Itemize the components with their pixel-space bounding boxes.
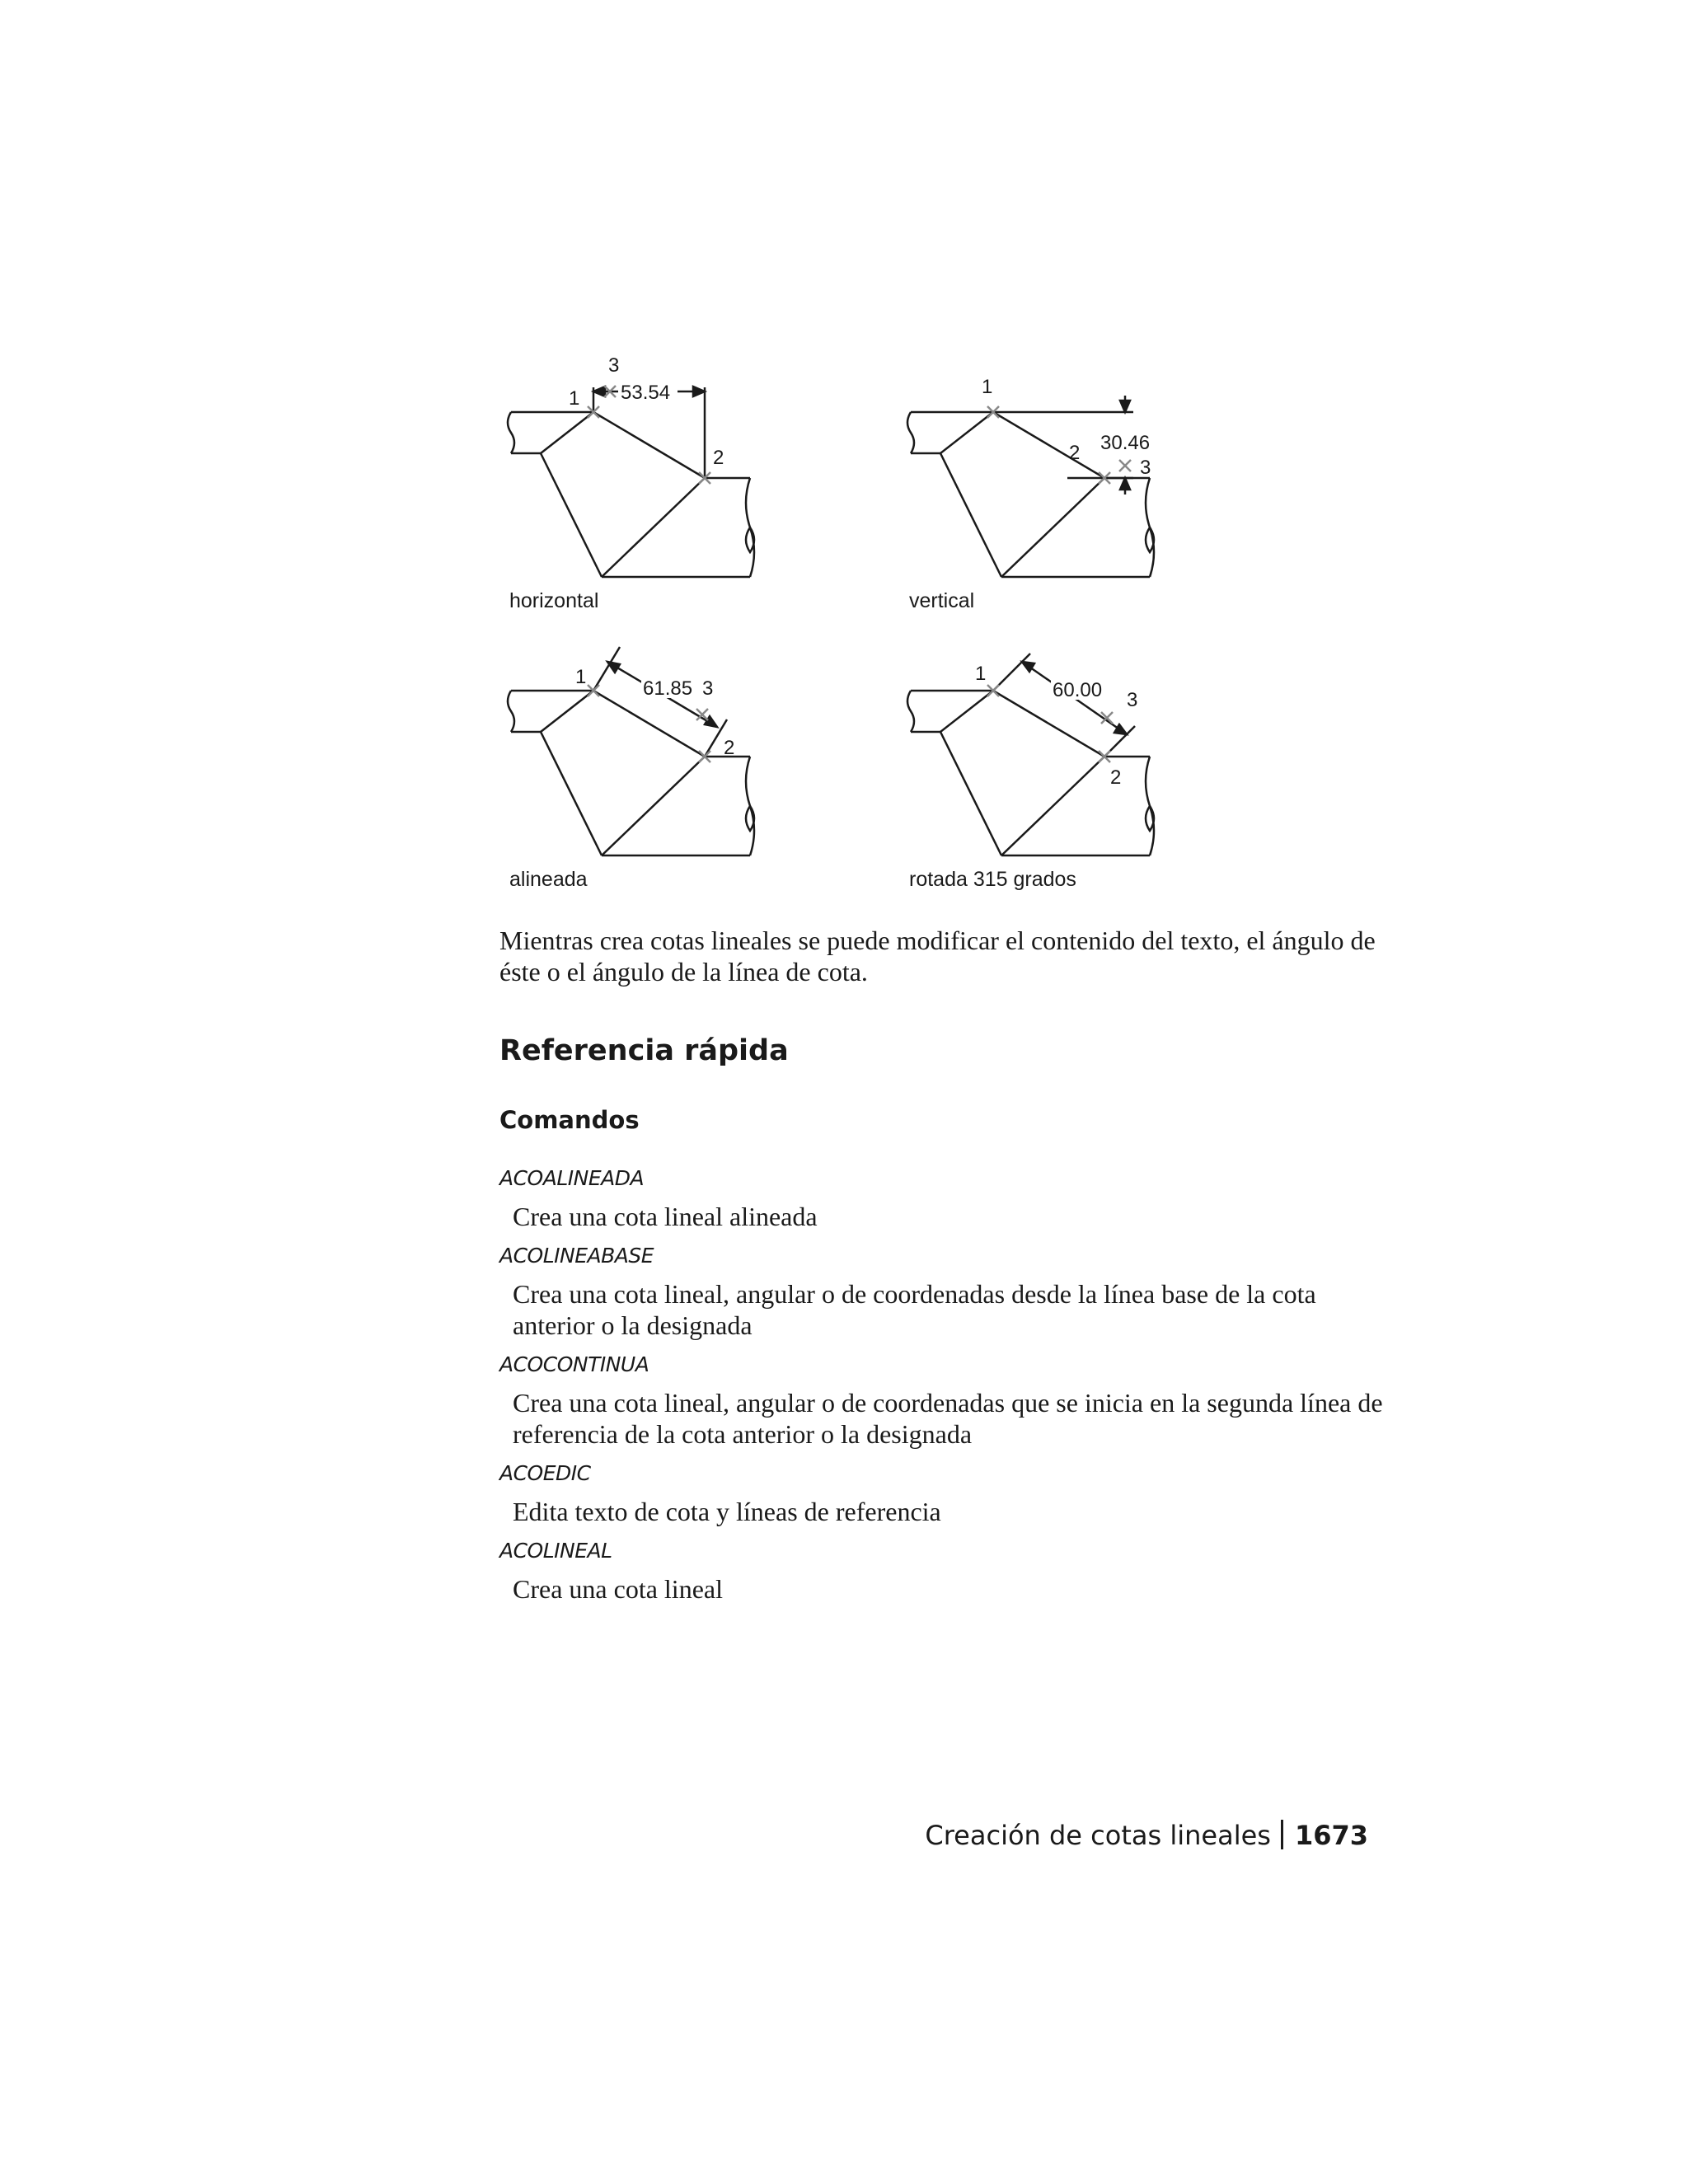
dimension-figure: [495, 350, 1220, 911]
command-description: Crea una cota lineal alineada: [513, 1202, 818, 1231]
point-label: 2: [713, 447, 724, 469]
dimension-text: 30.46: [1100, 432, 1151, 454]
command-description: Crea una cota lineal, angular o de coordenadas que se inicia en la segunda línea de referencia de la cota anterior o la designada: [513, 1388, 1383, 1449]
point-label: 2: [724, 737, 735, 759]
command-item: [499, 1166, 1406, 1232]
point-label: 3: [608, 354, 620, 377]
command-link[interactable]: ACOLINEABASE: [499, 1244, 654, 1268]
point-label: 1: [982, 376, 993, 398]
command-link[interactable]: ACOEDIC: [499, 1461, 591, 1485]
command-description: Crea una cota lineal, angular o de coordenadas desde la línea base de la cota anterior o la designada: [513, 1279, 1316, 1340]
command-link[interactable]: ACOLINEAL: [499, 1539, 612, 1563]
command-link[interactable]: ACOALINEADA: [499, 1166, 645, 1190]
point-label: 2: [1069, 442, 1081, 464]
point-label: 1: [569, 387, 580, 410]
subsection-title: Comandos: [499, 1106, 640, 1134]
footer-title: Creación de cotas lineales: [925, 1820, 1271, 1851]
command-description: Edita texto de cota y líneas de referencia: [513, 1497, 941, 1526]
panel-caption: rotada 315 grados: [909, 868, 1076, 891]
point-label: 3: [1140, 457, 1151, 479]
intro-paragraph: Mientras crea cotas lineales se puede modificar el contenido del texto, el ángulo de éste o el ángulo de la línea de cota.: [499, 926, 1376, 987]
page-footer: [925, 1820, 1368, 1851]
panel-caption: horizontal: [509, 589, 599, 612]
dimension-text: 61.85: [643, 677, 693, 700]
command-list: [499, 1166, 1406, 1616]
point-label: 3: [1127, 689, 1138, 711]
command-link[interactable]: ACOCONTINUA: [499, 1352, 649, 1376]
command-item: [499, 1461, 1406, 1527]
point-label: 3: [702, 677, 714, 700]
command-description: Crea una cota lineal: [513, 1574, 723, 1604]
section-title: Referencia rápida: [499, 1034, 789, 1067]
panel-vertical: [907, 376, 1154, 612]
dimension-text: 60.00: [1053, 679, 1103, 701]
panel-caption: vertical: [909, 589, 975, 612]
footer-separator: [1281, 1820, 1283, 1849]
panel-rotada: [907, 654, 1154, 891]
command-item: [499, 1352, 1406, 1450]
dimension-text: 53.54: [621, 382, 671, 404]
panel-horizontal: [508, 354, 754, 612]
point-label: 1: [975, 663, 987, 685]
page-number: 1673: [1294, 1820, 1368, 1851]
dimension-diagrams: [495, 350, 1220, 911]
panel-caption: alineada: [509, 868, 588, 891]
command-item: [499, 1244, 1406, 1341]
point-label: 1: [575, 666, 587, 688]
point-label: 2: [1110, 766, 1122, 789]
panel-alineada: [508, 647, 754, 891]
command-item: [499, 1539, 1406, 1605]
